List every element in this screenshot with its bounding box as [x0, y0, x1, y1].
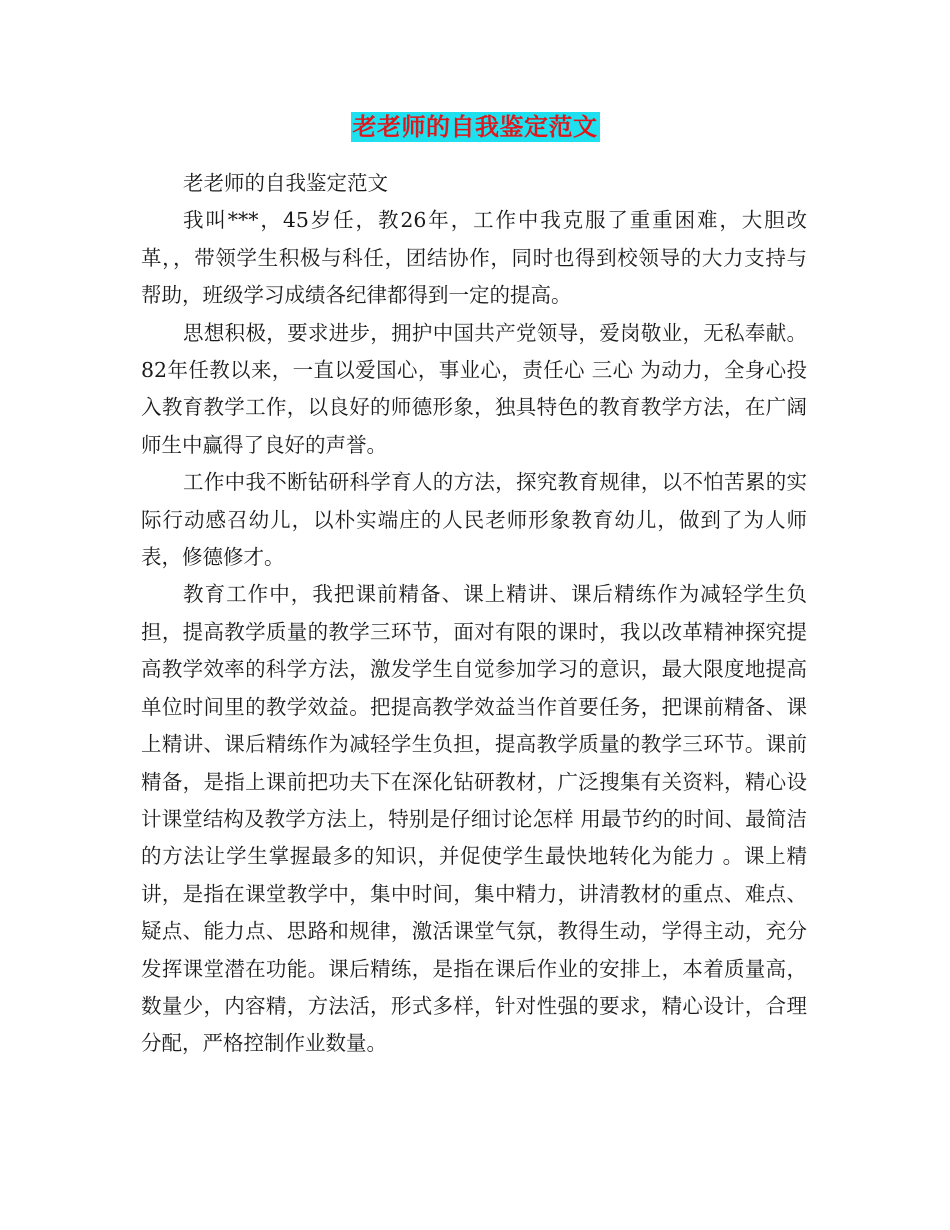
title-container	[0, 112, 950, 142]
document-title: 老老师的自我鉴定范文	[352, 112, 598, 141]
body-paragraph: 老老师的自我鉴定范文	[183, 171, 389, 195]
body-paragraph: 我叫***，45岁任，教26年，工作中我克服了重重困难，大胆改革，，带领学生积极与科任，团结协作，同时也得到校领导的大力支持与帮助，班级学习成绩各纪律都得到一定的提高。	[141, 208, 807, 308]
body-paragraph: 工作中我不断钻研科学育人的方法，探究教育规律，以不怕苦累的实际行动感召幼儿，以朴实端庄的人民老师形象教育幼儿，做到了为人师表，修德修才。	[141, 470, 807, 570]
document-body	[141, 165, 807, 1063]
body-paragraph: 教育工作中，我把课前精备、课上精讲、课后精练作为减轻学生负担，提高教学质量的教学三环节，面对有限的课时，我以改革精神探究提高教学效率的科学方法，激发学生自觉参加学习的意识，最大限度地提高单位时间里的教学效益。把提高教学效益当作首要任务，把课前精备、课上精讲、课后精练作为减轻学生负担，提高教学质量的教学三环节。课前精备，是指上课前把功夫下在深化钻研教材，广泛搜集有关资料，精心设计课堂结构及教学方法上，特别是仔细讨论怎样 用最节约的时间、最简洁的方法让学生掌握最多的知识，并促使学生最快地转化为能力 。课上精讲，是指在课堂教学中，集中时间，集中精力，讲清教材的重点、难点、疑点、能力点、思路和规律，激活课堂气氛，教得生动，学得主动，充分发挥课堂潜在功能。课后精练，是指在课后作业的安排上，本着质量高，数量少，内容精，方法活，形式多样，针对性强的要求，精心设计，合理分配，严格控制作业数量。	[141, 582, 807, 1056]
body-paragraph: 思想积极，要求进步，拥护中国共产党领导，爱岗敬业，无私奉献。82年任教以来，一直以爱国心，事业心，责任心 三心 为动力，全身心投入教育教学工作，以良好的师德形象，独具特色的教育教学方法，在广阔师生中赢得了良好的声誉。	[141, 320, 807, 457]
